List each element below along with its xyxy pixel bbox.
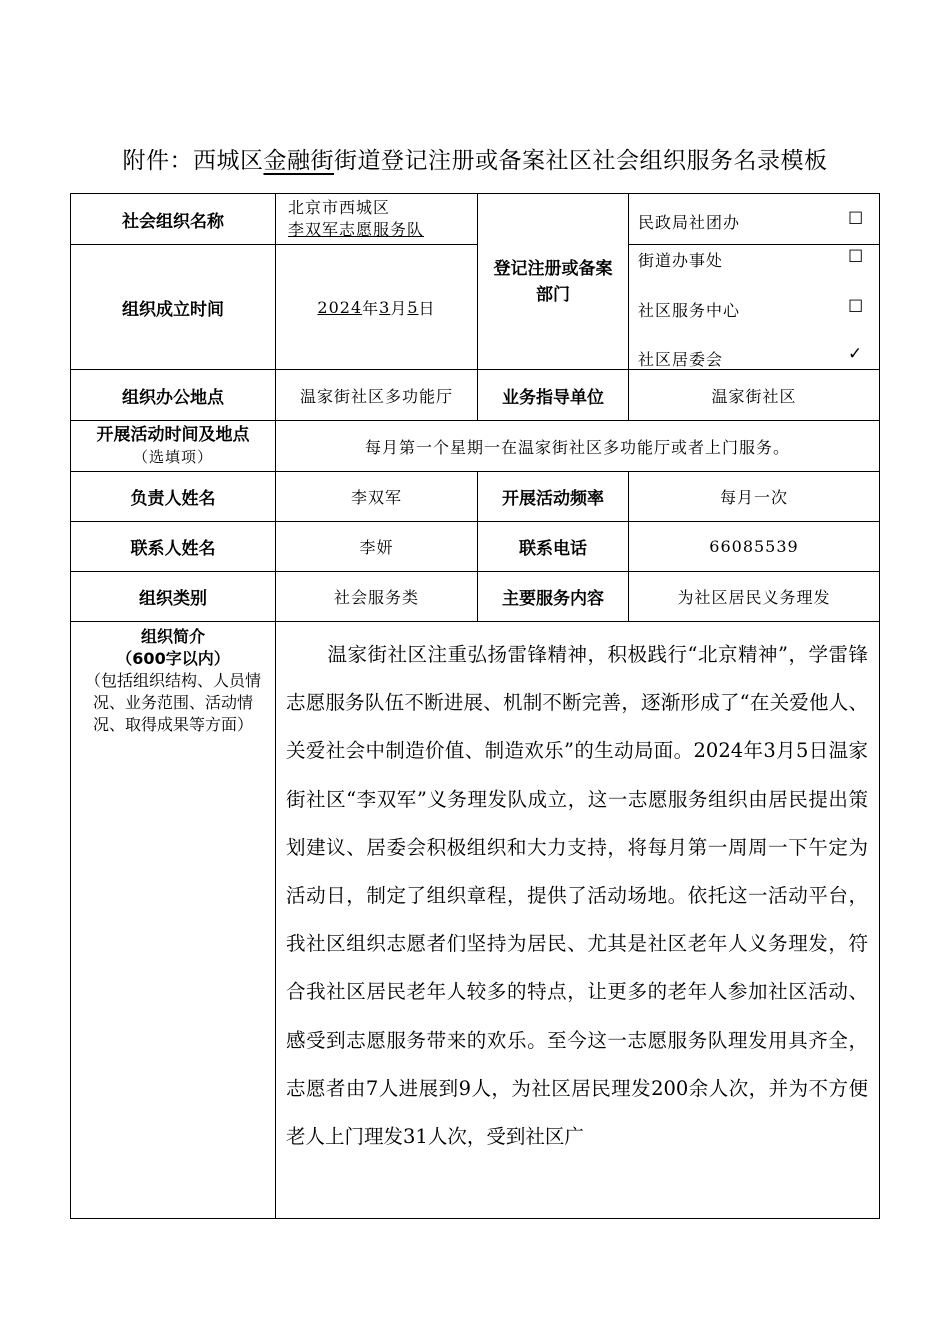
guide-value: 温家街社区: [628, 369, 880, 421]
org-name-line2: 李双军志愿服务队: [288, 220, 425, 239]
intro-note: （包括组织结构、人员情况、业务范围、活动情况、取得成果等方面）: [84, 671, 261, 734]
founded-day: 5: [407, 297, 419, 317]
founded-year: 2024: [317, 297, 363, 317]
activity-label: 开展活动时间及地点: [96, 425, 250, 445]
activity-label-cell: [70, 420, 276, 472]
title-suffix: 街道登记注册或备案社区社会组织服务名录模板: [334, 148, 828, 174]
title-district: 金融街: [263, 148, 334, 174]
category-label: 组织类别: [70, 571, 276, 622]
phone-label: 联系电话: [477, 521, 629, 572]
checkbox-icon[interactable]: ☐: [848, 297, 864, 317]
reg-dept-label: 登记注册或备案部门: [477, 193, 629, 370]
intro-text-area: [276, 621, 880, 1218]
freq-value: 每月一次: [628, 471, 880, 522]
checkbox-icon[interactable]: ☐: [848, 209, 864, 229]
page-title: [0, 142, 950, 175]
activity-value: 每月第一个星期一在温家街社区多功能厅或者上门服务。: [275, 420, 880, 472]
office-label: 组织办公地点: [70, 369, 276, 421]
founded-label: 组织成立时间: [70, 244, 276, 370]
office-value: 温家街社区多功能厅: [275, 369, 478, 421]
intro-text: 温家街社区注重弘扬雷锋精神，积极践行“北京精神”，学雷锋志愿服务队伍不断进展、机制不断完善，逐渐形成了“在关爱他人、关爱社会中制造价值、制造欢乐”的生动局面。2024年3月5日温家街社区“李双军”义务理发队成立，这一志愿服务组织由居民提出策划建议、居委会积极组织和大力支持，将每月第一周周一下午定为活动日，制定了组织章程，提供了活动场地。依托这一活动平台，我社区组织志愿者们坚持为居民、尤其是社区老年人义务理发，符合我社区居民老年人较多的特点，让更多的老年人参加社区活动、感受到志愿服务带来的欢乐。至今这一志愿服务队理发用具齐全，志愿者由7人进展到9人，为社区居民理发200余人次，并为不方便老人上门理发31人次，受到社区广: [286, 643, 868, 1149]
checkbox-icon[interactable]: ☐: [848, 247, 864, 267]
intro-limit: （600字以内）: [116, 649, 230, 668]
org-name-line1: 北京市西城区: [288, 198, 391, 217]
org-name-label: 社会组织名称: [70, 193, 276, 245]
reg-option-4: 社区居委会: [638, 350, 724, 369]
service-label: 主要服务内容: [477, 571, 629, 622]
check-mark-icon[interactable]: ✓: [848, 344, 863, 364]
service-value: 为社区居民义务理发: [628, 571, 880, 622]
contact-label: 联系人姓名: [70, 521, 276, 572]
reg-option-3: 社区服务中心: [638, 301, 741, 320]
org-name-cell: [275, 193, 478, 245]
founded-value: 2024 年 3 月 5 日: [275, 244, 478, 370]
founded-month: 3: [379, 297, 391, 317]
intro-label: 组织简介: [140, 627, 205, 646]
guide-label: 业务指导单位: [477, 369, 629, 421]
reg-option-2: 街道办事处: [638, 251, 724, 270]
intro-label-cell: [70, 621, 276, 1219]
leader-value: 李双军: [275, 471, 478, 522]
contact-value: 李妍: [275, 521, 478, 572]
activity-sub: （选填项）: [132, 448, 213, 466]
title-prefix: 附件：西城区: [122, 148, 264, 174]
freq-label: 开展活动频率: [477, 471, 629, 522]
leader-label: 负责人姓名: [70, 471, 276, 522]
reg-option-1: 民政局社团办: [638, 213, 741, 232]
phone-value: 66085539: [628, 521, 880, 572]
category-value: 社会服务类: [275, 571, 478, 622]
